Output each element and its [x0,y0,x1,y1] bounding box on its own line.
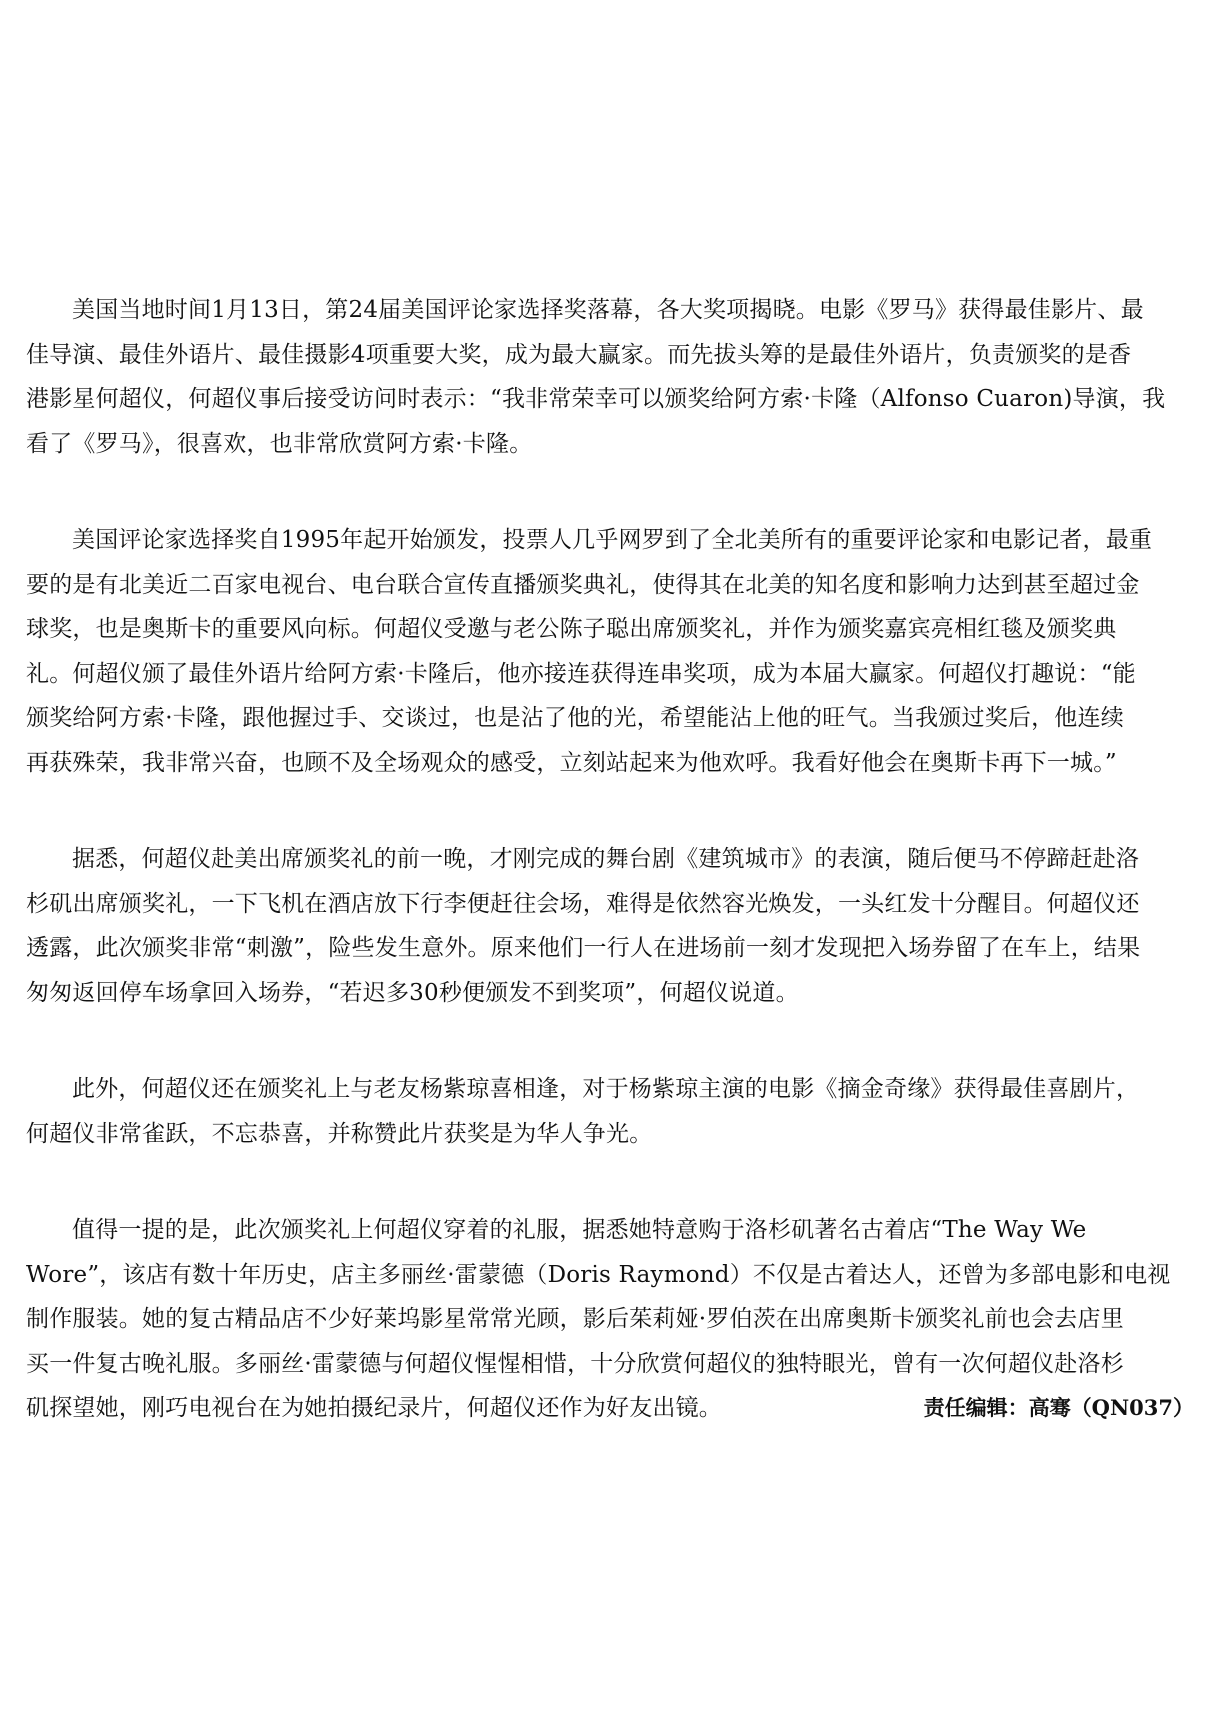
paragraph-line: 佳导演、最佳外语片、最佳摄影4项重要大奖，成为最大赢家。而先拔头筹的是最佳外语片，负责颁奖的是香 [26,341,1132,368]
paragraph-2 [26,518,1196,785]
paragraph-line: 此外，何超仪还在颁奖礼上与老友杨紫琼喜相逢，对于杨紫琼主演的电影《摘金奇缘》获得最佳喜剧片， [72,1076,1140,1102]
paragraph-line: 礼。何超仪颁了最佳外语片给阿方索·卡隆后，他亦接连获得连串奖项，成为本届大赢家。何超仪打趣说：“能 [26,660,1136,687]
paragraph-line: 看了《罗马》，很喜欢，也非常欣赏阿方索·卡隆。 [26,430,533,457]
responsible-editor: 责任编辑：高骞（QN037） [923,1395,1194,1420]
paragraph-line: 买一件复古晚礼服。多丽丝·雷蒙德与何超仪惺惺相惜，十分欣赏何超仪的独特眼光，曾有一次何超仪赴洛杉 [26,1350,1124,1377]
paragraph-line: 再获殊荣，我非常兴奋，也顾不及全场观众的感受，立刻站起来为他欢呼。我看好他会在奥斯卡再下一城。” [26,749,1117,776]
paragraph-line: 制作服装。她的复古精品店不少好莱坞影星常常光顾，影后茱莉娅·罗伯茨在出席奥斯卡颁奖礼前也会去店里 [26,1306,1124,1332]
paragraph-line: 港影星何超仪，何超仪事后接受访问时表示：“我非常荣幸可以颁奖给阿方索·卡隆（Alfonso Cuaron)导演，我 [26,386,1166,412]
paragraph-line: 颁奖给阿方索·卡隆，跟他握过手、交谈过，也是沾了他的光，希望能沾上他的旺气。当我颁过奖后，他连续 [26,705,1124,731]
paragraph-line: 值得一提的是，此次颁奖礼上何超仪穿着的礼服，据悉她特意购于洛杉矶著名古着店“The Way We [72,1217,1087,1243]
article-body [26,288,1196,1483]
paragraph-line: 据悉，何超仪赴美出席颁奖礼的前一晚，才刚完成的舞台剧《建筑城市》的表演，随后便马不停蹄赶赴洛 [72,846,1140,872]
paragraph-line: 美国评论家选择奖自1995年起开始颁发，投票人几乎网罗到了全北美所有的重要评论家和电影记者，最重 [72,527,1153,553]
paragraph-line: 匆匆返回停车场拿回入场券，“若迟多30秒便颁发不到奖项”，何超仪说道。 [26,979,799,1006]
paragraph-line: 透露，此次颁奖非常“刺激”，险些发生意外。原来他们一行人在进场前一刻才发现把入场券留了在车上，结果 [26,935,1141,961]
paragraph-line: 何超仪非常雀跃，不忘恭喜，并称赞此片获奖是为华人争光。 [26,1120,653,1147]
paragraph-4 [26,1067,1196,1156]
paragraph-line: 要的是有北美近二百家电视台、电台联合宣传直播颁奖典礼，使得其在北美的知名度和影响力达到甚至超过金 [26,571,1140,598]
paragraph-1 [26,288,1196,466]
paragraph-line: Wore”，该店有数十年历史，店主多丽丝·雷蒙德（Doris Raymond）不仅是古着达人，还曾为多部电影和电视 [26,1261,1171,1288]
paragraph-line: 杉矶出席颁奖礼，一下飞机在酒店放下行李便赶往会场，难得是依然容光焕发，一头红发十分醒目。何超仪还 [26,890,1140,917]
paragraph-line: 矶探望她，刚巧电视台在为她拍摄纪录片，何超仪还作为好友出镜。 [26,1395,722,1421]
paragraph-3 [26,837,1196,1015]
paragraph-line: 美国当地时间1月13日，第24届美国评论家选择奖落幕，各大奖项揭晓。电影《罗马》获得最佳影片、最 [72,297,1144,323]
paragraph-line: 球奖，也是奥斯卡的重要风向标。何超仪受邀与老公陈子聪出席颁奖礼，并作为颁奖嘉宾亮相红毯及颁奖典 [26,616,1117,642]
